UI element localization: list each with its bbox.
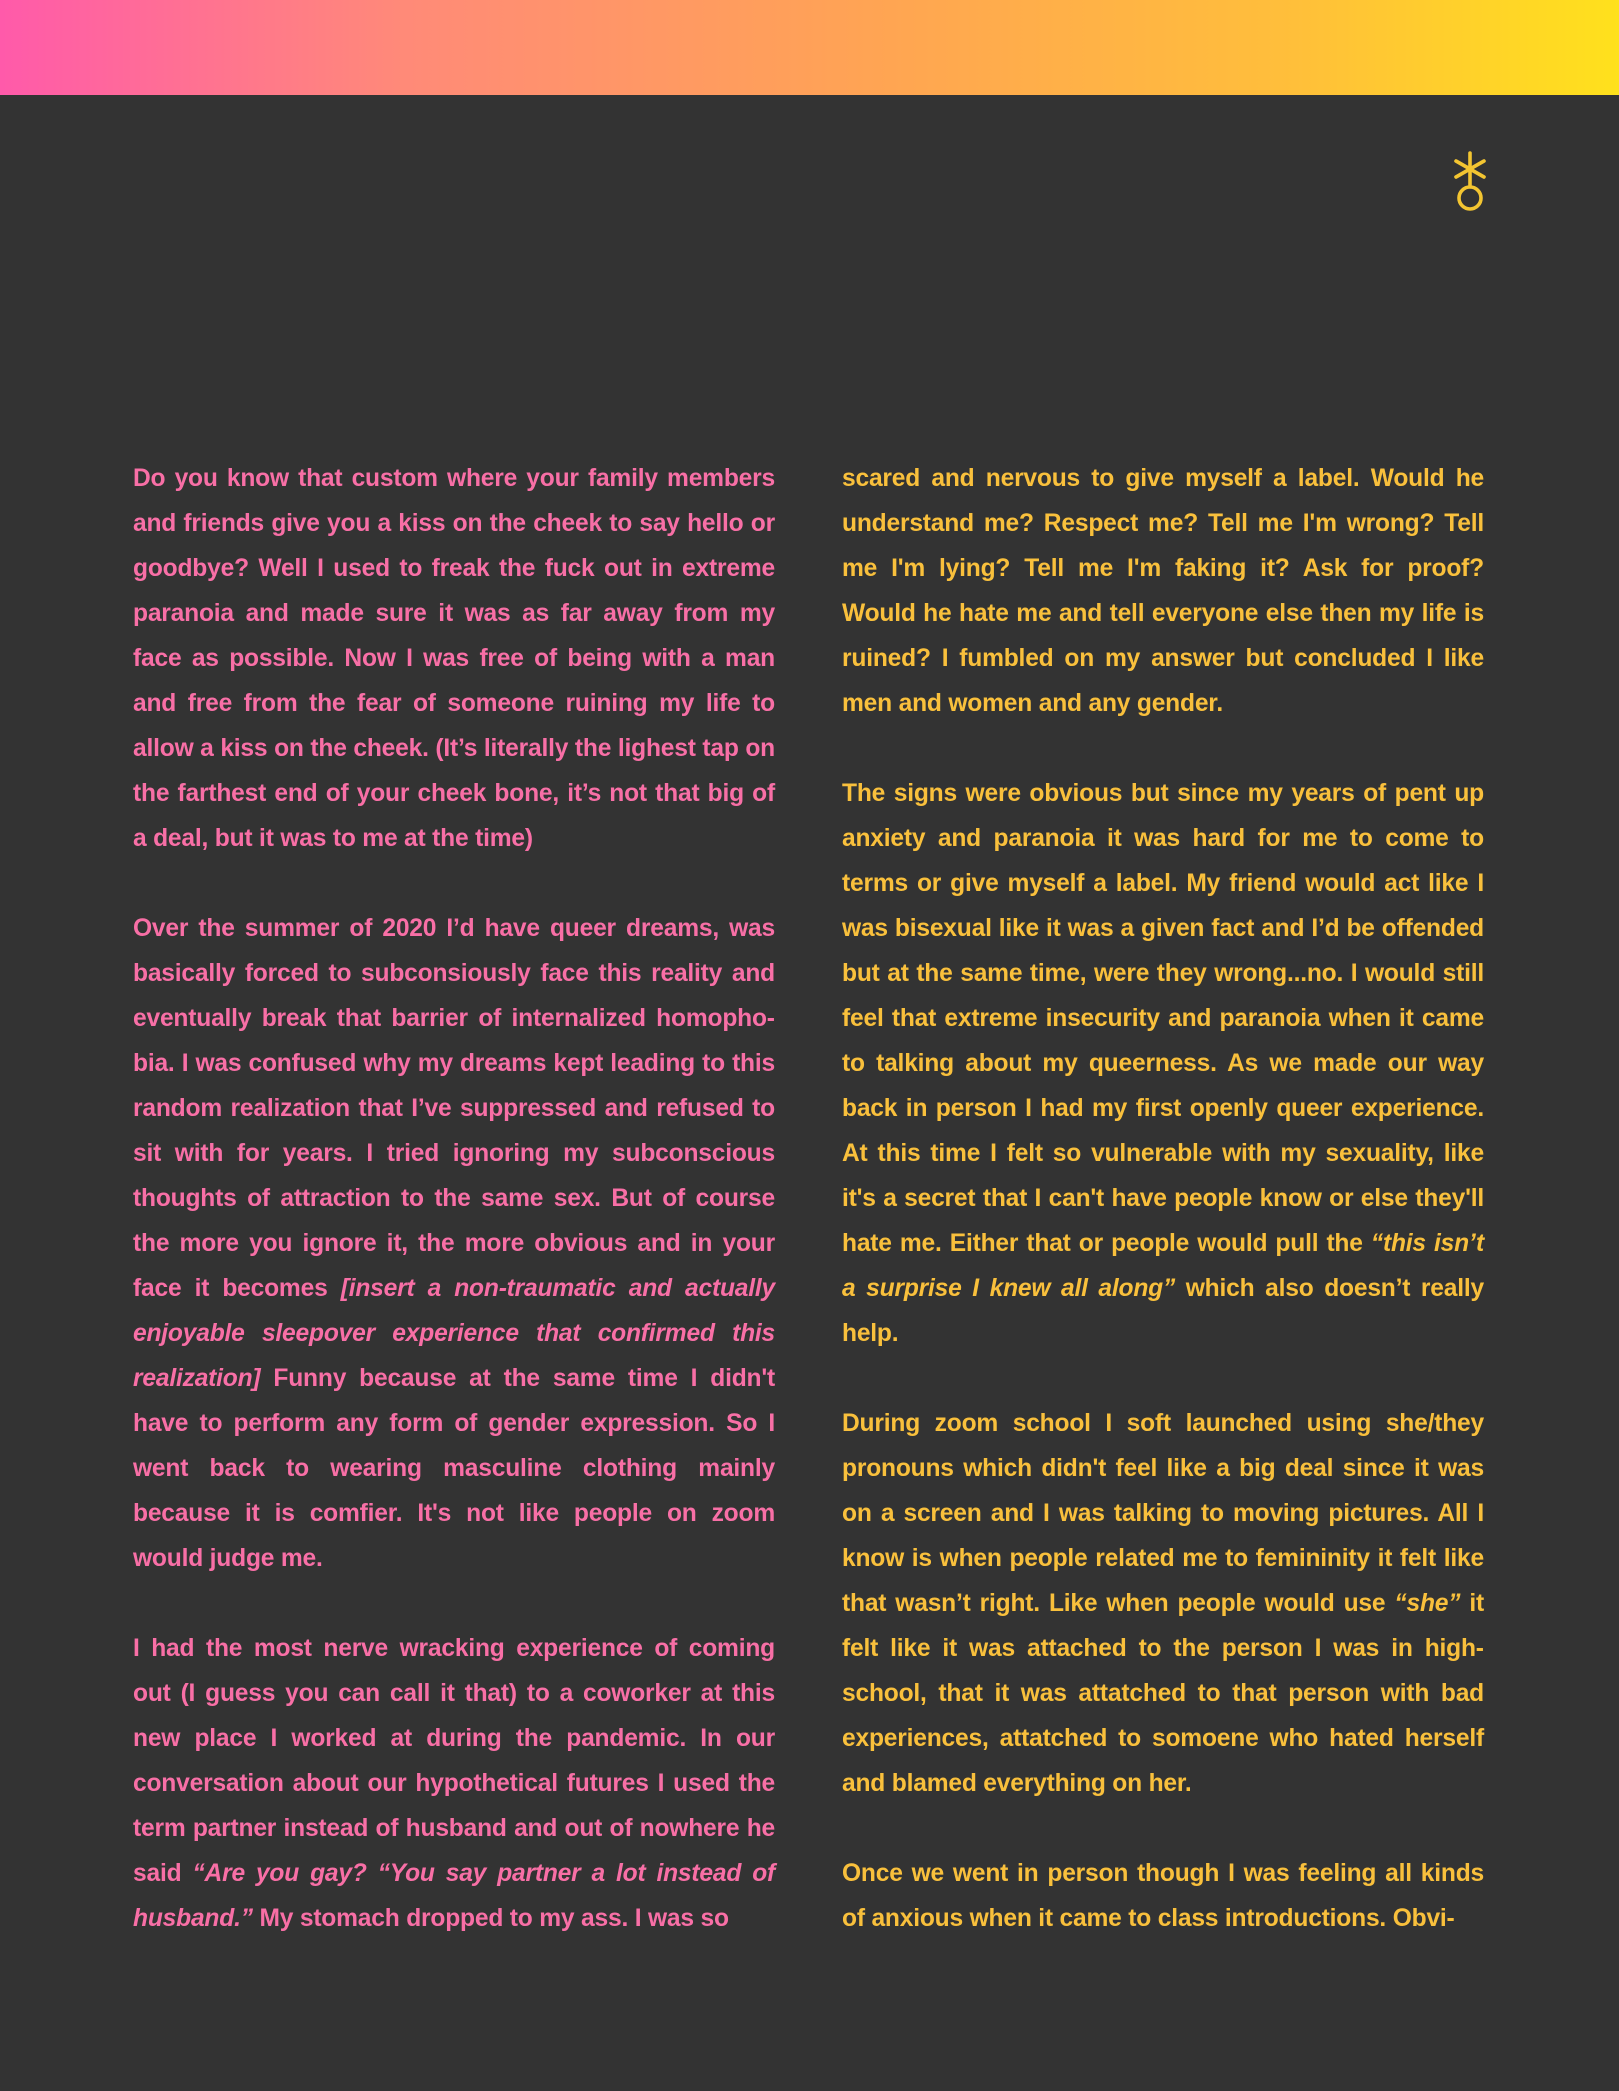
top-gradient-banner xyxy=(0,0,1619,95)
paragraph: Once we went in person though I was feeling all kinds of anxious when it came to class introductions. Obvi- xyxy=(842,1860,1484,1932)
italic-quote: “she” xyxy=(1394,1590,1461,1617)
italic-aside: [insert a non-traumatic and actually enjoyable sleepover experience that confirmed this realization] xyxy=(133,1275,775,1392)
paragraph: I had the most nerve wracking experience of coming out (I guess you can call it that) to a coworker at this new place I worked at during the pandemic. In our conversation about our hypothetical futures I used the term partner instead of husband and out of nowhere he said “Are you gay? “You say partner a lot instead of husband.” My stomach dropped to my ass. I was so xyxy=(133,1635,776,1932)
right-text-column xyxy=(842,456,1484,1941)
italic-quote: “Are you gay? “You say partner a lot instead of husband.” xyxy=(133,1860,776,1932)
left-text-column xyxy=(133,456,775,1941)
paragraph: The signs were obvious but since my years of pent up anxiety and paranoia it was hard for me to come to terms or give myself a label. My friend would act like I was bisexual like it was a given fact and I’d be offended but at the same time, were they wrong...no. I would still feel that extreme insecurity and paranoia when it came to talking about my queerness. As we made our way back in person I had my first openly queer experience. At this time I felt so vulnerable with my sexuality, like it's a secret that I can't have people know or else they'll hate me. Either that or people would pull the “this isn’t a surprise I knew all along” which also doesn’t really help. xyxy=(842,780,1484,1347)
italic-quote: “this isn’t a surprise I knew all along” xyxy=(842,1230,1484,1302)
paragraph: Over the summer of 2020 I’d have queer dreams, was basically forced to subconsiously face this reality and eventually break that barrier of internalized homophobia. I was confused why my dreams kept leading to this random realization that I’ve suppressed and refused to sit with for years. I tried ignoring my subconscious thoughts of attraction to the same sex. But of course the more you ignore it, the more obvious and in your face it becomes [insert a non-traumatic and actually enjoyable sleepover experience that confirmed this realization] Funny because at the same time I didn't have to perform any form of gender expression. So I went back to wearing masculine clothing mainly because it is comfier. It's not like people on zoom would judge me. xyxy=(133,915,775,1572)
paragraph: During zoom school I soft launched using she/they pronouns which didn't feel like a big deal since it was on a screen and I was talking to moving pictures. All I know is when people related me to femininity it felt like that wasn’t right. Like when people would use “she” it felt like it was attached to the person I was in highschool, that it was attatched to that person with bad experiences, attatched to somoene who hated herself and blamed everything on her. xyxy=(842,1410,1485,1797)
asterisk-circle-symbol-icon xyxy=(1450,150,1490,214)
paragraph: scared and nervous to give myself a label. Would he understand me? Respect me? Tell me I'm wrong? Tell me I'm lying? Tell me I'm faking it? Ask for proof? Would he hate me and tell everyone else then my life is ruined? I fumbled on my answer but concluded I like men and women and any gender. xyxy=(842,465,1484,717)
paragraph: Do you know that custom where your family members and friends give you a kiss on the cheek to say hello or goodbye? Well I used to freak the fuck out in extreme paranoia and made sure it was as far away from my face as possible. Now I was free of being with a man and free from the fear of someone ruining my life to allow a kiss on the cheek. (It’s literally the lighest tap on the farthest end of your cheek bone, it’s not that big of a deal, but it was to me at the time) xyxy=(133,465,775,852)
